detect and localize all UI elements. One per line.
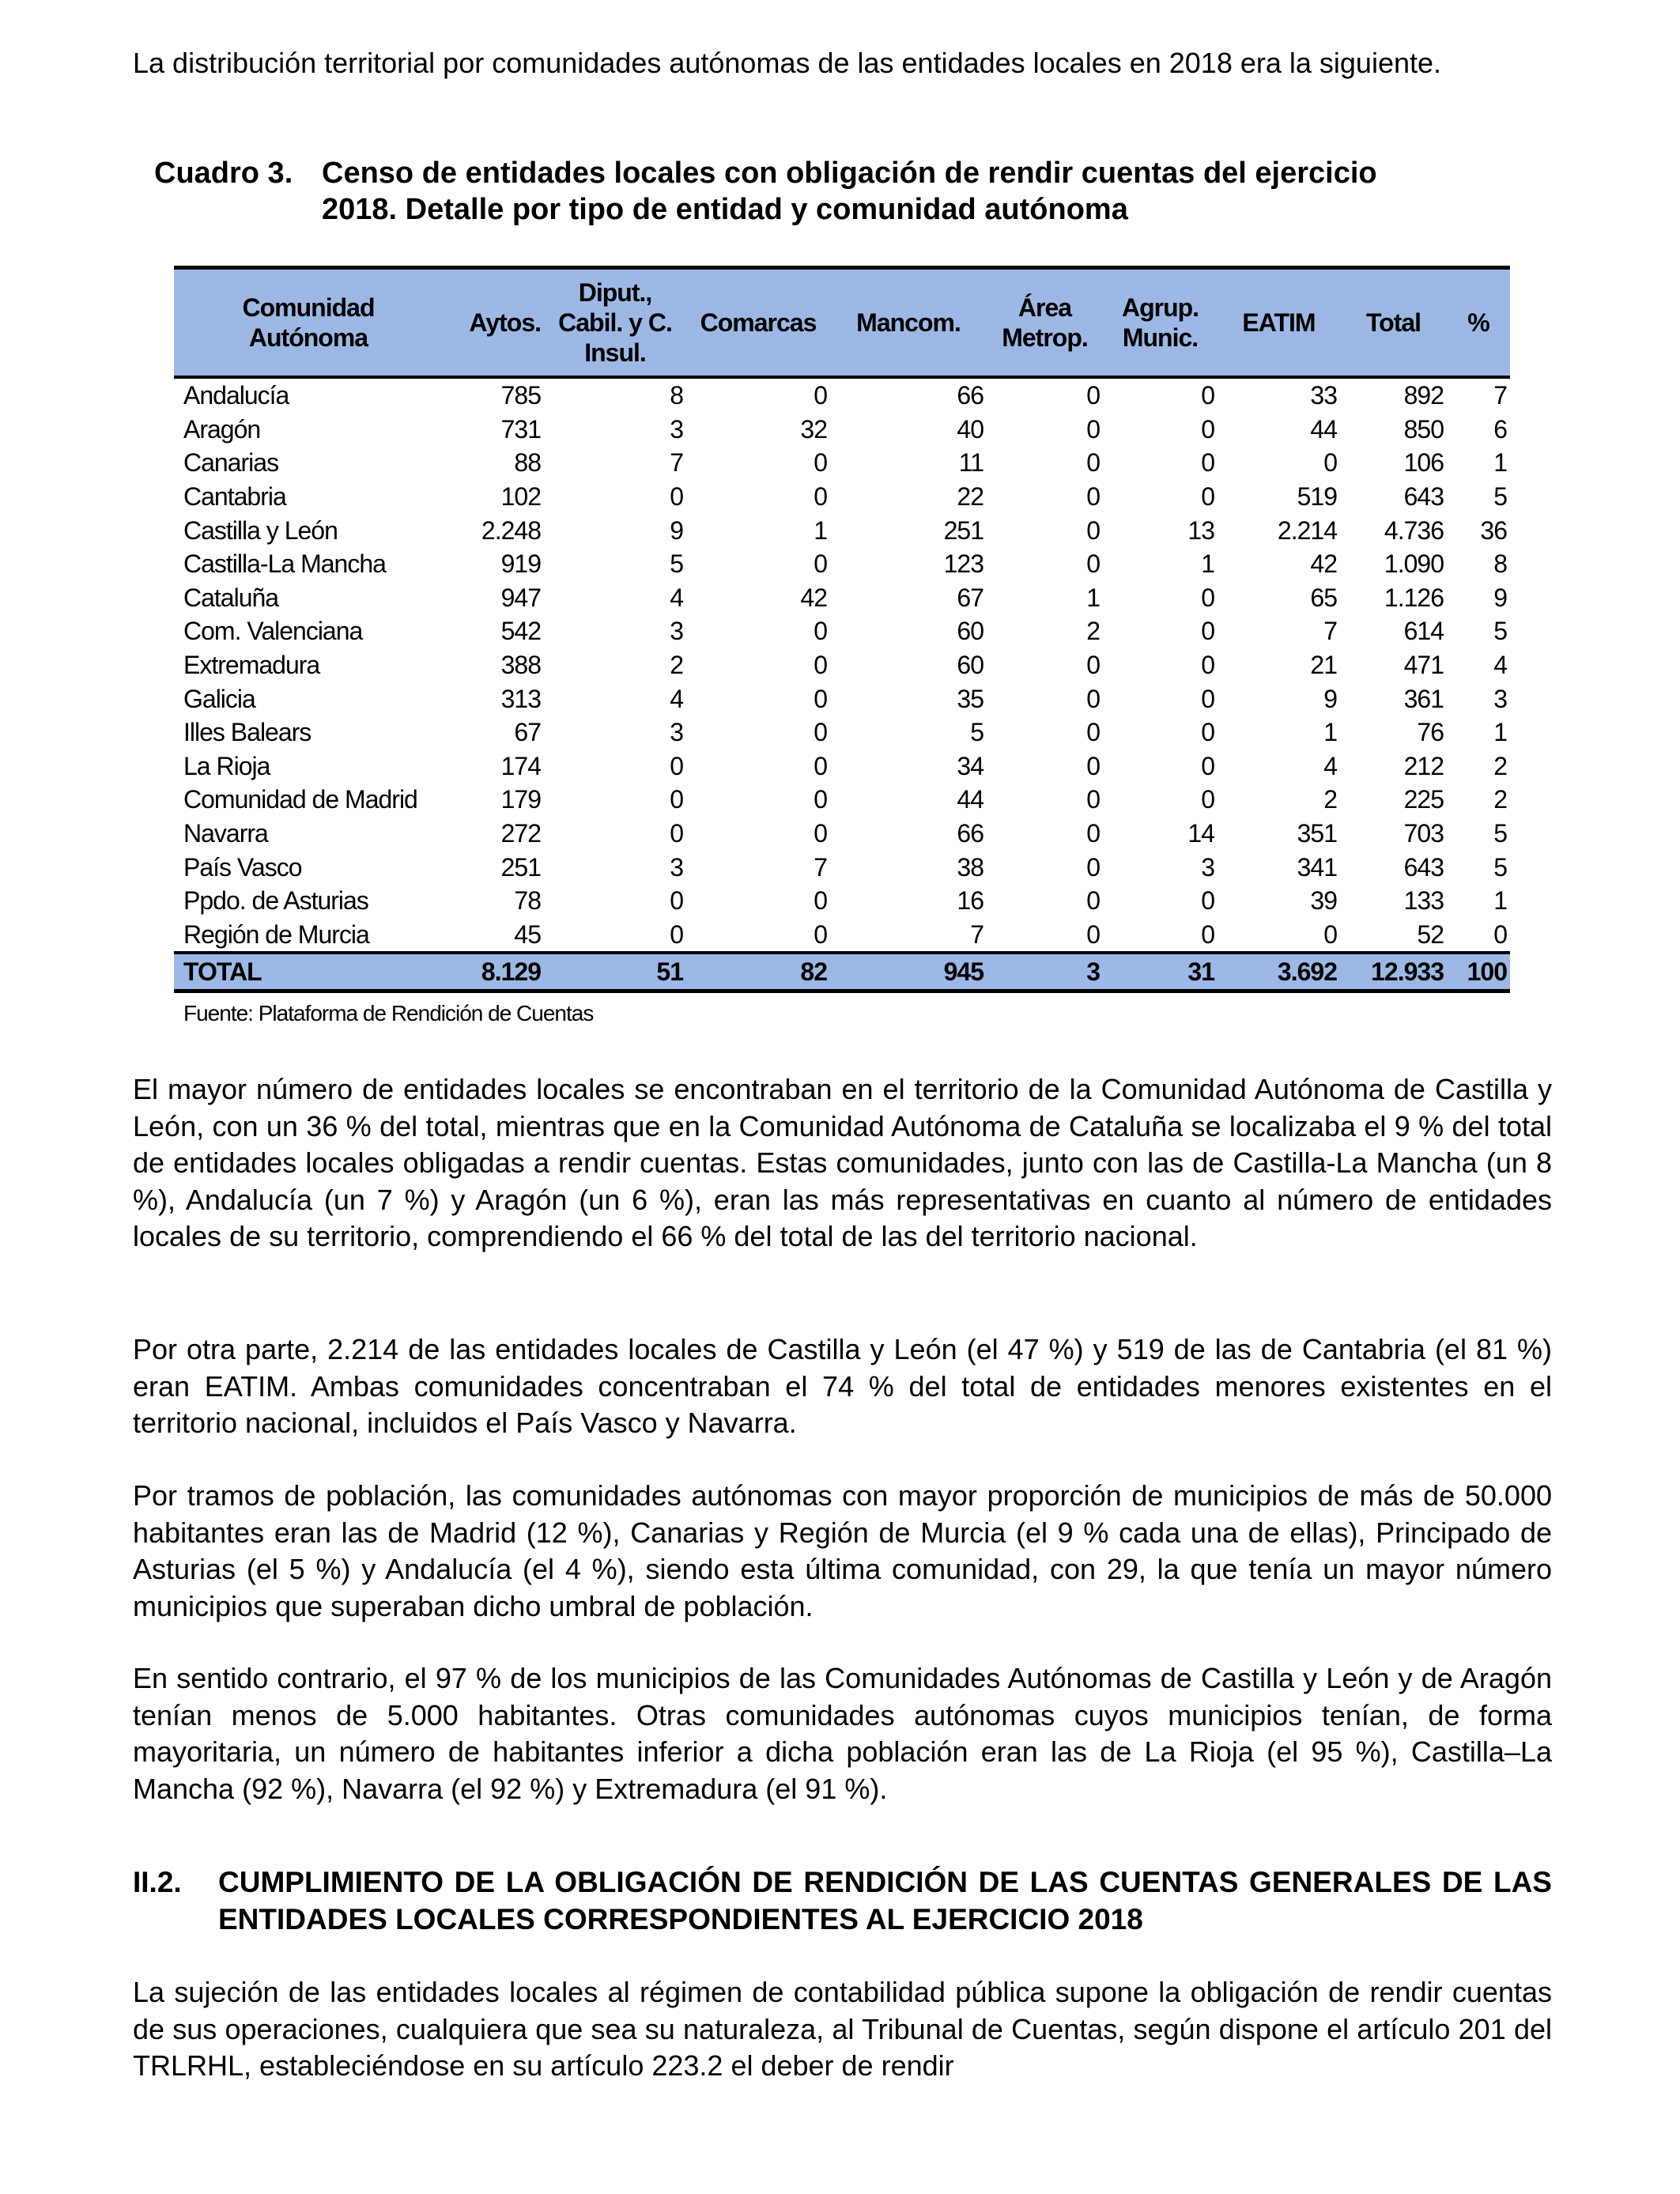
row-value-cell: 0 [814, 920, 827, 949]
row-value-cell: 44 [957, 785, 983, 814]
header-comarcas: Comarcas [686, 268, 830, 378]
row-value-cell: 0 [1201, 785, 1214, 814]
total-cell: 100 [1447, 953, 1510, 991]
table-row [174, 850, 1510, 884]
row-community-name: Ppdo. de Asturias [183, 886, 368, 916]
header-mancom: Mancom. [830, 268, 987, 378]
row-value-cell: 0 [1086, 751, 1100, 780]
total-cell: 12.933 [1340, 953, 1447, 991]
row-value-cell: 947 [500, 583, 541, 612]
row-value-cell: 785 [500, 381, 541, 410]
row-value-cell: 106 [1403, 448, 1444, 478]
row-value-cell: 60 [957, 651, 983, 680]
row-community-name: Navarra [183, 819, 268, 848]
row-value-cell: 0 [1201, 414, 1214, 444]
row-value-cell: 38 [957, 852, 983, 882]
row-value-cell: 2 [1086, 617, 1100, 646]
section-title: CUMPLIMIENTO DE LA OBLIGACIÓN DE RENDICIÓN DE LAS CUENTAS GENERALES DE LAS ENTIDADES LOCALES CORRESPONDIENTES AL EJERCICIO 2018 [218, 1866, 1552, 1935]
row-community-name: Cataluña [183, 583, 279, 612]
paragraph-4: En sentido contrario, el 97 % de los municipios de las Comunidades Autónomas de Castilla y León y de Aragón tenían menos de 5.000 habitantes. Otras comunidades autónomas cuyos municipios tenían, de forma mayoritaria, un número de habitantes inferior a dicha población eran las de La Rioja (el 95 %), Castilla–La Mancha (92 %), Navarra (el 92 %) y Extremadura (el 91 %). [133, 1662, 1552, 1805]
row-community-name: Extremadura [183, 651, 320, 680]
table-row [174, 614, 1510, 648]
row-value-cell: 703 [1403, 819, 1444, 848]
row-value-cell: 22 [957, 482, 983, 512]
total-cell: 3.692 [1218, 953, 1340, 991]
row-value-cell: 892 [1403, 381, 1444, 410]
final-paragraph: La sujeción de las entidades locales al régimen de contabilidad pública supone la obligación de rendir cuentas de sus operaciones, cualquiera que sea su naturaleza, al Tribunal de Cuentas, según dispone el artículo 201 del TRLRHL, estableciéndose en su artículo 223.2 el deber de rendir [133, 1976, 1552, 2082]
row-value-cell: 0 [670, 886, 683, 916]
row-value-cell: 78 [514, 886, 541, 916]
row-value-cell: 0 [814, 718, 827, 747]
row-value-cell: 2.248 [481, 515, 541, 545]
row-value-cell: 0 [670, 751, 683, 780]
row-value-cell: 0 [814, 886, 827, 916]
row-value-cell: 1 [814, 515, 827, 545]
row-value-cell: 0 [814, 482, 827, 512]
row-value-cell: 0 [814, 785, 827, 814]
table-source: Fuente: Plataforma de Rendición de Cuentas [183, 1001, 594, 1025]
row-value-cell: 0 [670, 785, 683, 814]
row-value-cell: 0 [1086, 549, 1100, 579]
row-value-cell: 919 [500, 549, 541, 579]
table-row [174, 480, 1510, 514]
table-row [174, 750, 1510, 784]
table-row [174, 377, 1510, 413]
row-value-cell: 88 [514, 448, 541, 478]
header-agrup: Agrup. Munic. [1103, 268, 1218, 378]
row-value-cell: 133 [1403, 886, 1444, 916]
caption-line-1: Censo de entidades locales con obligación de rendir cuentas del ejercicio [322, 157, 1377, 190]
row-value-cell: 9 [670, 515, 683, 545]
row-value-cell: 272 [500, 819, 541, 848]
row-value-cell: 0 [1201, 684, 1214, 713]
row-value-cell: 0 [670, 819, 683, 848]
total-cell: 82 [686, 953, 830, 991]
row-value-cell: 251 [943, 515, 983, 545]
row-community-name: Castilla y León [183, 515, 338, 545]
row-value-cell: 52 [1417, 920, 1444, 949]
row-value-cell: 0 [1086, 684, 1100, 713]
row-value-cell: 2.214 [1277, 515, 1337, 545]
row-value-cell: 0 [1201, 448, 1214, 478]
row-value-cell: 4.736 [1384, 515, 1444, 545]
table-row [174, 783, 1510, 817]
table-row [174, 581, 1510, 615]
row-value-cell: 0 [1086, 651, 1100, 680]
row-value-cell: 7 [970, 920, 983, 949]
row-value-cell: 0 [1086, 886, 1100, 916]
row-value-cell: 0 [1086, 515, 1100, 545]
row-value-cell: 519 [1297, 482, 1337, 512]
row-value-cell: 0 [1201, 886, 1214, 916]
row-value-cell: 251 [500, 852, 541, 882]
table-header-row [174, 268, 1510, 378]
row-value-cell: 35 [957, 684, 983, 713]
row-value-cell: 3 [1493, 684, 1507, 713]
row-value-cell: 2 [670, 651, 683, 680]
header-total: Total [1340, 268, 1447, 378]
paragraph-2: Por otra parte, 2.214 de las entidades locales de Castilla y León (el 47 %) y 519 de las de Cantabria (el 81 %) eran EATIM. Ambas comunidades concentraban el 74 % del total de entidades menores existentes en el territorio nacional, incluidos el País Vasco y Navarra. [133, 1333, 1552, 1439]
row-community-name: País Vasco [183, 852, 302, 882]
row-value-cell: 0 [1201, 920, 1214, 949]
header-comunidad: Comunidad Autónoma [174, 268, 443, 378]
table-row [174, 648, 1510, 682]
total-cell: 3 [987, 953, 1103, 991]
row-value-cell: 5 [1493, 819, 1507, 848]
row-community-name: La Rioja [183, 751, 270, 780]
row-value-cell: 44 [1310, 414, 1337, 444]
row-value-cell: 4 [1493, 651, 1507, 680]
table-row [174, 513, 1510, 547]
row-value-cell: 66 [957, 381, 983, 410]
row-value-cell: 0 [1086, 448, 1100, 478]
row-value-cell: 1 [1493, 448, 1507, 478]
header-pct: % [1447, 268, 1510, 378]
row-value-cell: 67 [957, 583, 983, 612]
table-row [174, 817, 1510, 851]
row-value-cell: 3 [670, 718, 683, 747]
row-value-cell: 67 [514, 718, 541, 747]
row-value-cell: 0 [1086, 482, 1100, 512]
table-row [174, 682, 1510, 716]
row-value-cell: 1.090 [1384, 549, 1444, 579]
header-eatim: EATIM [1218, 268, 1340, 378]
row-value-cell: 0 [1323, 920, 1337, 949]
row-value-cell: 0 [814, 651, 827, 680]
row-value-cell: 179 [500, 785, 541, 814]
row-value-cell: 0 [1086, 414, 1100, 444]
row-value-cell: 0 [1086, 785, 1100, 814]
row-community-name: Región de Murcia [183, 920, 369, 949]
row-value-cell: 643 [1403, 852, 1444, 882]
row-value-cell: 4 [670, 583, 683, 612]
table-row [174, 446, 1510, 480]
row-value-cell: 76 [1417, 718, 1444, 747]
row-value-cell: 731 [500, 414, 541, 444]
row-value-cell: 0 [1493, 920, 1507, 949]
row-value-cell: 341 [1297, 852, 1337, 882]
row-value-cell: 0 [1201, 482, 1214, 512]
header-aytos: Aytos. [443, 268, 544, 378]
row-value-cell: 2 [1493, 785, 1507, 814]
row-value-cell: 0 [1086, 381, 1100, 410]
row-value-cell: 1 [1201, 549, 1214, 579]
row-value-cell: 3 [670, 414, 683, 444]
table-row [174, 547, 1510, 581]
row-value-cell: 0 [814, 448, 827, 478]
row-community-name: Canarias [183, 448, 279, 478]
row-value-cell: 5 [1493, 852, 1507, 882]
row-value-cell: 5 [1493, 482, 1507, 512]
table-row [174, 413, 1510, 447]
row-value-cell: 33 [1310, 381, 1337, 410]
row-value-cell: 5 [670, 549, 683, 579]
row-value-cell: 0 [1086, 819, 1100, 848]
row-value-cell: 850 [1403, 414, 1444, 444]
table-total-row [174, 953, 1510, 991]
row-community-name: Aragón [183, 414, 261, 444]
table-row [174, 884, 1510, 918]
row-value-cell: 0 [1201, 617, 1214, 646]
total-cell: TOTAL [174, 953, 443, 991]
row-community-name: Andalucía [183, 381, 289, 410]
row-value-cell: 5 [1493, 617, 1507, 646]
row-value-cell: 13 [1187, 515, 1214, 545]
row-community-name: Galicia [183, 684, 255, 713]
total-cell: 51 [544, 953, 686, 991]
section-heading [133, 1864, 1552, 1938]
total-cell: 31 [1103, 953, 1218, 991]
row-value-cell: 65 [1310, 583, 1337, 612]
section-number: II.2. [133, 1866, 182, 1898]
row-value-cell: 123 [943, 549, 983, 579]
row-value-cell: 4 [670, 684, 683, 713]
row-value-cell: 1 [1493, 718, 1507, 747]
row-value-cell: 0 [1086, 920, 1100, 949]
row-value-cell: 7 [814, 852, 827, 882]
total-cell: 8.129 [443, 953, 544, 991]
row-value-cell: 0 [1201, 651, 1214, 680]
row-value-cell: 45 [514, 920, 541, 949]
caption-label: Cuadro 3. [154, 157, 293, 190]
table-row [174, 716, 1510, 750]
row-value-cell: 40 [957, 414, 983, 444]
row-community-name: Cantabria [183, 482, 286, 512]
row-value-cell: 1 [1493, 886, 1507, 916]
row-value-cell: 225 [1403, 785, 1444, 814]
row-value-cell: 42 [800, 583, 827, 612]
row-value-cell: 0 [814, 684, 827, 713]
row-value-cell: 614 [1403, 617, 1444, 646]
row-value-cell: 39 [1310, 886, 1337, 916]
paragraph-3: Por tramos de población, las comunidades autónomas con mayor proporción de municipios de más de 50.000 habitantes eran las de Madrid (12 %), Canarias y Región de Murcia (el 9 % cada una de ellas), Principado de Asturias (el 5 %) y Andalucía (el 4 %), siendo esta última comunidad, con 29, la que tenía un mayor número municipios que superaban dicho umbral de población. [133, 1479, 1552, 1622]
row-value-cell: 361 [1403, 684, 1444, 713]
row-value-cell: 5 [970, 718, 983, 747]
header-area: Área Metrop. [987, 268, 1103, 378]
row-value-cell: 4 [1323, 751, 1337, 780]
row-community-name: Com. Valenciana [183, 617, 363, 646]
row-value-cell: 14 [1187, 819, 1214, 848]
row-value-cell: 11 [958, 448, 983, 478]
row-value-cell: 643 [1403, 482, 1444, 512]
row-value-cell: 0 [814, 819, 827, 848]
row-value-cell: 36 [1480, 515, 1507, 545]
row-value-cell: 0 [814, 549, 827, 579]
row-community-name: Comunidad de Madrid [183, 785, 417, 814]
intro-paragraph: La distribución territorial por comunidades autónomas de las entidades locales en 2018 era la siguiente. [133, 47, 1442, 79]
row-value-cell: 60 [957, 617, 983, 646]
row-value-cell: 3 [670, 852, 683, 882]
row-value-cell: 0 [1201, 751, 1214, 780]
row-value-cell: 7 [1493, 381, 1507, 410]
row-value-cell: 66 [957, 819, 983, 848]
row-value-cell: 471 [1403, 651, 1444, 680]
row-value-cell: 0 [670, 482, 683, 512]
row-community-name: Illes Balears [183, 718, 311, 747]
caption-line-2: 2018. Detalle por tipo de entidad y comunidad autónoma [322, 193, 1128, 226]
row-value-cell: 102 [500, 482, 541, 512]
paragraph-1: El mayor número de entidades locales se encontraban en el territorio de la Comunidad Autónoma de Castilla y León, con un 36 % del total, mientras que en la Comunidad Autónoma de Cataluña se localizaba el 9 % del total de entidades locales obligadas a rendir cuentas. Estas comunidades, junto con las de Castilla-La Mancha (un 8 %), Andalucía (un 7 %) y Aragón (un 6 %), eran las más representativas en cuanto al número de entidades locales de su territorio, comprendiendo el 66 % del total de las del territorio nacional. [133, 1073, 1552, 1252]
row-value-cell: 0 [1323, 448, 1337, 478]
row-value-cell: 34 [957, 751, 983, 780]
row-value-cell: 1 [1323, 718, 1337, 747]
row-value-cell: 7 [670, 448, 683, 478]
row-value-cell: 8 [1493, 549, 1507, 579]
row-value-cell: 21 [1310, 651, 1337, 680]
row-value-cell: 0 [814, 381, 827, 410]
row-value-cell: 0 [1201, 381, 1214, 410]
header-diput: Diput., Cabil. y C. Insul. [544, 268, 686, 378]
row-value-cell: 3 [1201, 852, 1214, 882]
row-value-cell: 0 [1086, 718, 1100, 747]
row-value-cell: 0 [814, 617, 827, 646]
row-value-cell: 212 [1403, 751, 1444, 780]
row-value-cell: 313 [500, 684, 541, 713]
row-value-cell: 42 [1310, 549, 1337, 579]
row-value-cell: 351 [1297, 819, 1337, 848]
row-value-cell: 0 [670, 920, 683, 949]
row-value-cell: 6 [1493, 414, 1507, 444]
row-value-cell: 0 [1086, 852, 1100, 882]
row-value-cell: 542 [500, 617, 541, 646]
row-value-cell: 9 [1323, 684, 1337, 713]
census-table [174, 266, 1510, 993]
row-value-cell: 8 [670, 381, 683, 410]
row-value-cell: 9 [1493, 583, 1507, 612]
row-value-cell: 0 [814, 751, 827, 780]
table-caption [154, 155, 1377, 228]
row-value-cell: 16 [957, 886, 983, 916]
row-value-cell: 2 [1493, 751, 1507, 780]
table-row [174, 918, 1510, 954]
row-value-cell: 32 [800, 414, 827, 444]
row-value-cell: 1.126 [1384, 583, 1444, 612]
total-cell: 945 [830, 953, 987, 991]
row-community-name: Castilla-La Mancha [183, 549, 386, 579]
row-value-cell: 7 [1323, 617, 1337, 646]
row-value-cell: 1 [1086, 583, 1100, 612]
row-value-cell: 0 [1201, 718, 1214, 747]
row-value-cell: 388 [500, 651, 541, 680]
row-value-cell: 0 [1201, 583, 1214, 612]
row-value-cell: 2 [1323, 785, 1337, 814]
row-value-cell: 174 [500, 751, 541, 780]
row-value-cell: 3 [670, 617, 683, 646]
